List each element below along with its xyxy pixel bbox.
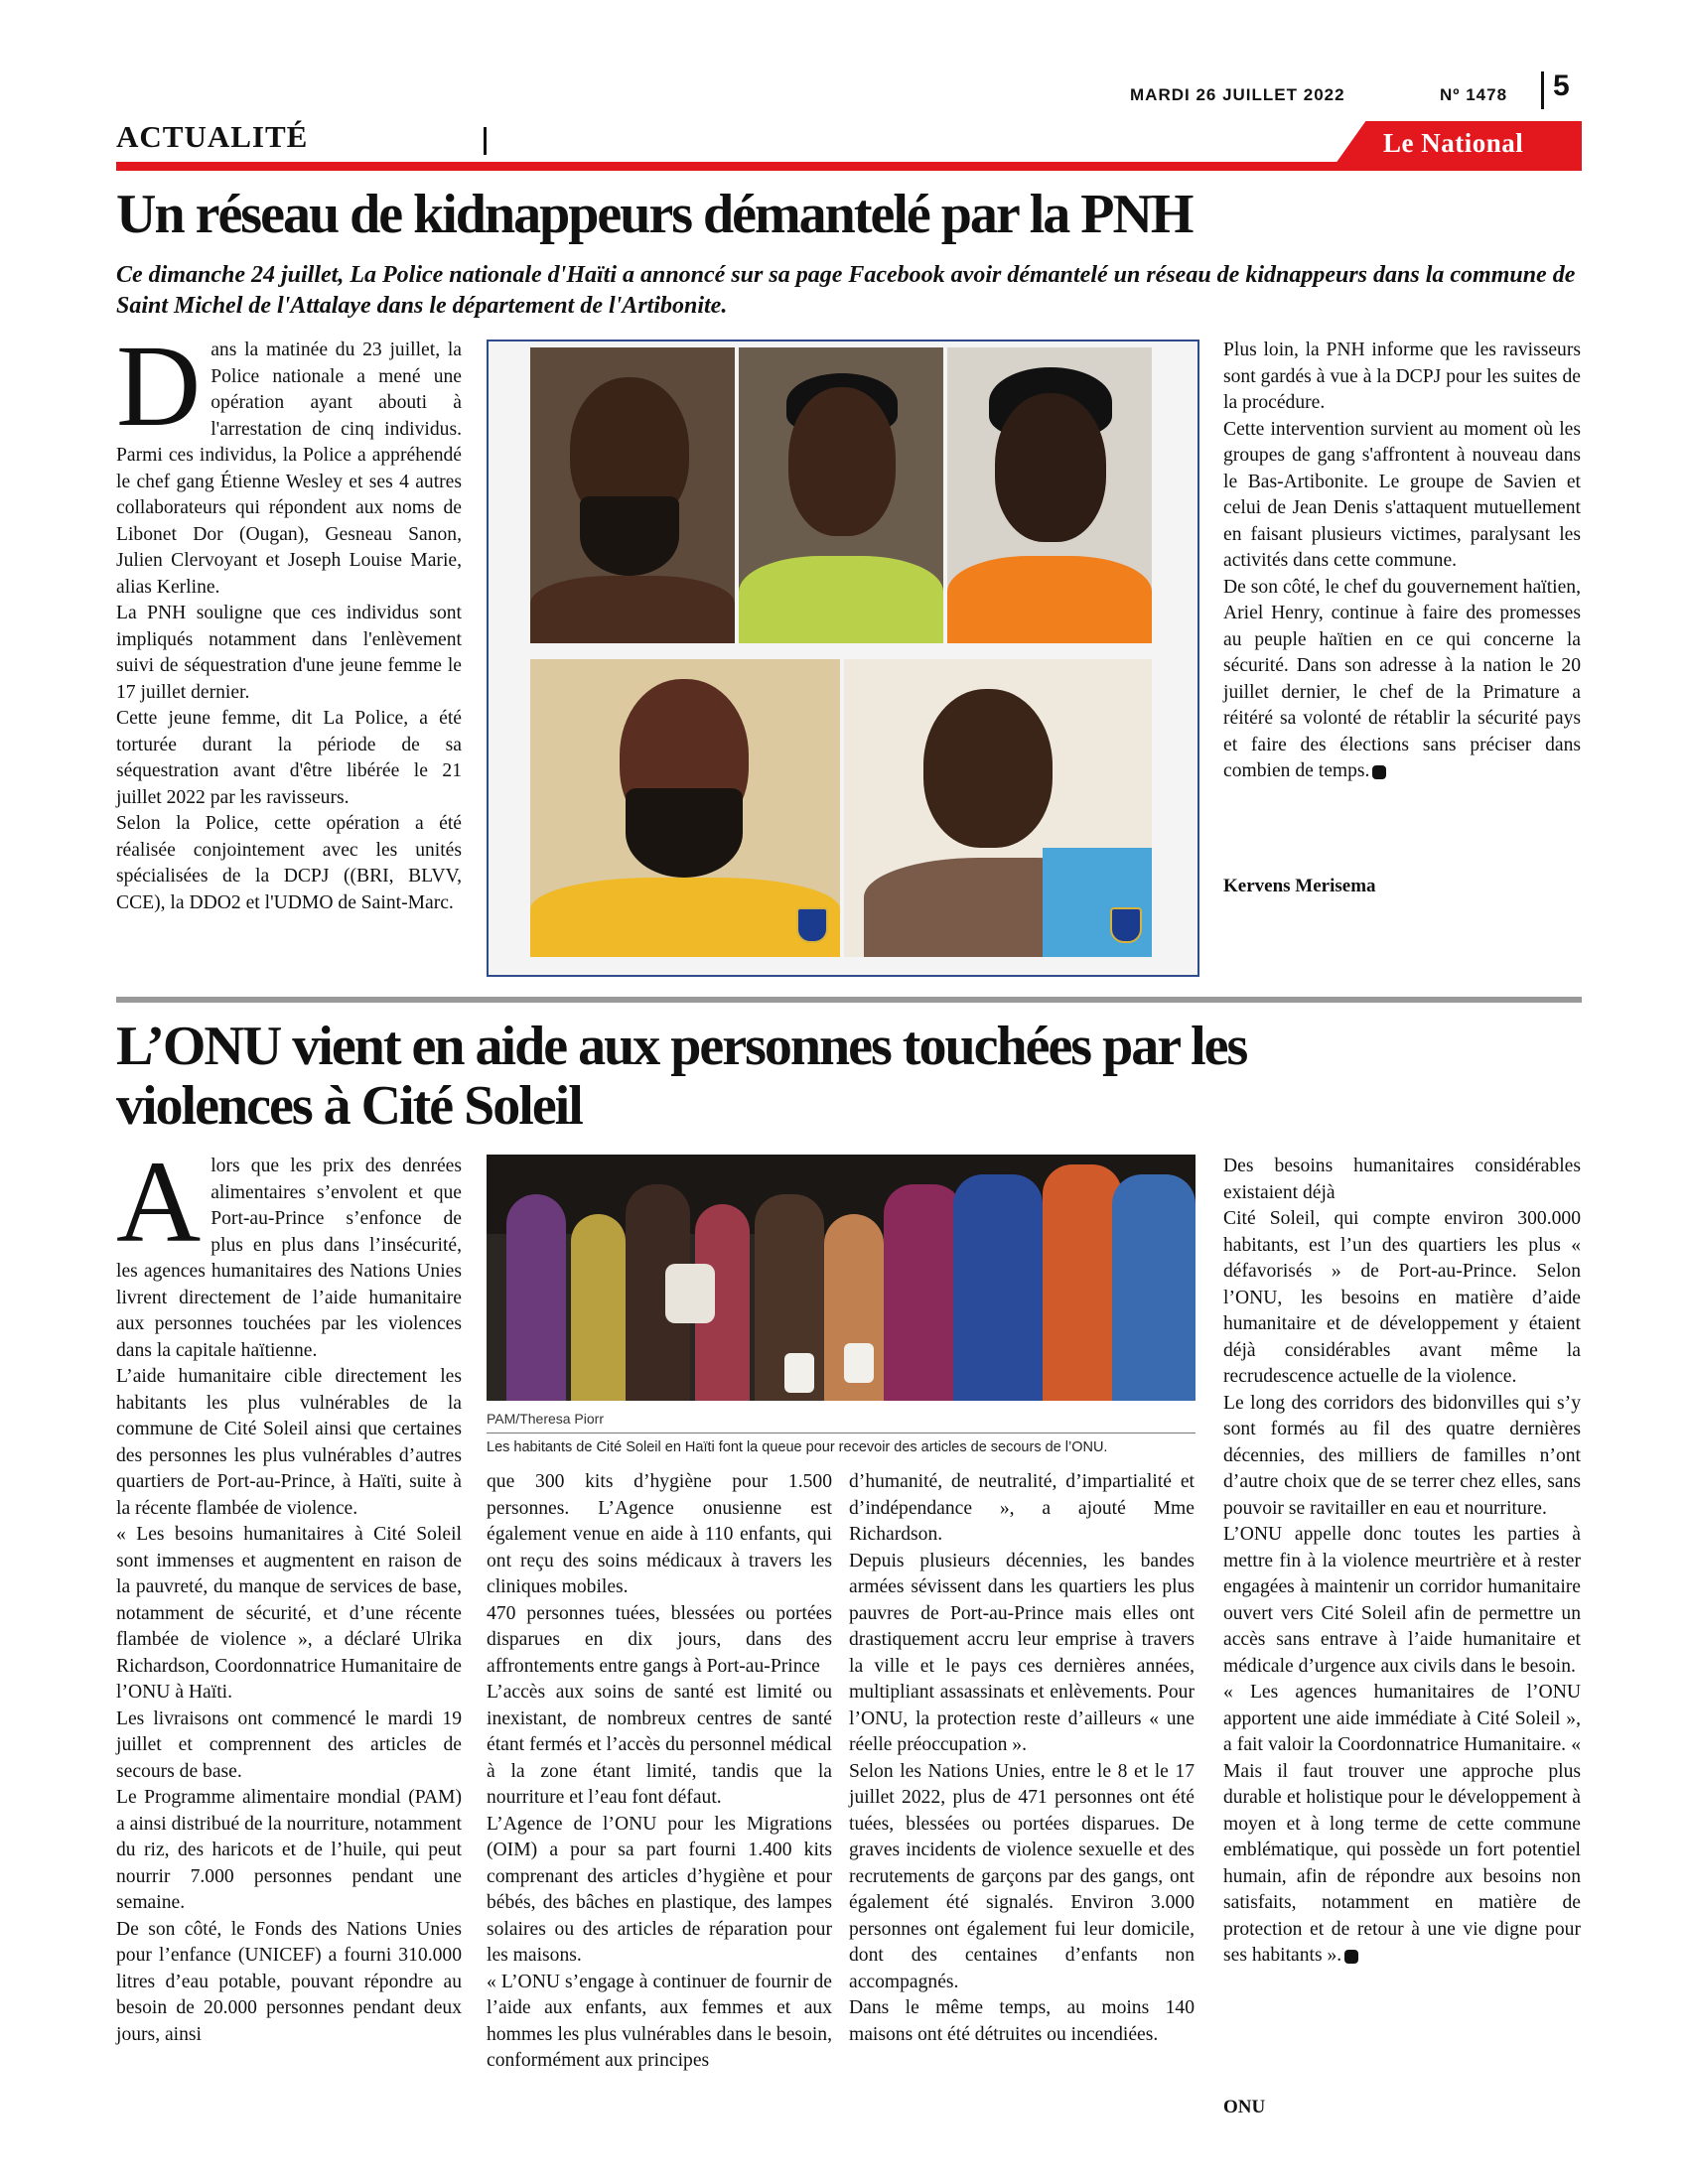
issue-date: MARDI 26 JUILLET 2022 [1130, 85, 1345, 104]
suspect-photo-2 [739, 347, 943, 643]
paragraph: 470 personnes tuées, blessées ou portées disparues en dix jours, dans des affrontements entre gangs à Port-au-Prince [487, 1602, 832, 1677]
paragraph: d’humanité, de neutralité, d’impartialité et d’indépendance », a ajouté Mme Richardson. [849, 1471, 1195, 1545]
paragraph: Plus loin, la PNH informe que les ravisseurs sont gardés à vue à la DCPJ pour les suites de la procédure. [1223, 340, 1581, 413]
brand-name: Le National [1383, 128, 1524, 158]
paragraph: « Les agences humanitaires de l’ONU apportent une aide immédiate à Cité Soleil », a fait valoir la Coordonnatrice Humanitaire. « Mais il faut trouver une approche plus durable et holistique pour le développement à moyen et à long terme de cette commune emblématique, qui possède un fort potentiel humain, afin de répondre aux besoins non satisfaits, notamment en matière de protection et de retour à une vie digne pour ses habitants ». [1223, 1682, 1581, 1966]
paragraph: Selon la Police, cette opération a été réalisée conjointement avec les unités spécialisées de la DCPJ ((BRI, BLVV, CCE), la DDO2 et l'UDMO de Saint-Marc. [116, 813, 462, 913]
section-label: ACTUALITÉ [116, 119, 309, 154]
paragraph: que 300 kits d’hygiène pour 1.500 personnes. L’Agence onusienne est également venue en aide à 110 enfants, qui ont reçu des soins médicaux à travers les cliniques mobiles. [487, 1471, 832, 1597]
article1-column-3 [1223, 338, 1581, 785]
article1-title: Un réseau de kidnappeurs démantelé par la PNH [116, 184, 1193, 245]
paragraph: Les livraisons ont commencé le mardi 19 juillet et comprennent des articles de secours de base. [116, 1707, 462, 1782]
paragraph: « L’ONU s’engage à continuer de fournir de l’aide aux enfants, aux femmes et aux hommes les plus vulnérables dans le besoin, conformément aux principes [487, 1971, 832, 2071]
paragraph: « Les besoins humanitaires à Cité Soleil sont immenses et augmentent en raison de la pauvreté, du manque de services de base, notamment de sécurité, et d’une récente flambée de violence », a déclaré Ulrika Richardson, Coordonnatrice Humanitaire de l’ONU à Haïti. [116, 1524, 462, 1703]
page-number: 5 [1553, 69, 1570, 102]
article1-signature: Kervens Merisema [1223, 876, 1376, 896]
photo-credit: PAM/Theresa Piorr [487, 1411, 604, 1427]
police-badge-icon [1110, 907, 1142, 943]
paragraph: ans la matinée du 23 juillet, la Police nationale a mené une opération ayant abouti à l'arrestation de cinq individus. Parmi ces individus, la Police a appréhendé le chef gang Étienne Wesley et ses 4 autres collaborateurs qui répondent aux noms de Libonet Dor (Ougan), Gesneau Sanon, Julien Clervoyant et Joseph Louise Marie, alias Kerline. [116, 340, 462, 598]
page-divider [1541, 71, 1544, 109]
suspect-photo-3 [947, 347, 1152, 643]
police-badge-icon [796, 907, 828, 943]
end-of-article-icon [1372, 765, 1386, 779]
article2-title: L’ONU vient en aide aux personnes touchées par les violences à Cité Soleil [116, 1016, 1247, 1137]
paragraph: Dans le même temps, au moins 140 maisons ont été détruites ou incendiées. [849, 1997, 1195, 2045]
suspect-photo-4 [530, 659, 840, 957]
section-divider [484, 127, 487, 155]
article-divider [116, 997, 1582, 1003]
article1-lede: Ce dimanche 24 juillet, La Police nationale d'Haïti a annoncé sur sa page Facebook avoir démantelé un réseau de kidnappeurs dans la commune de Saint Michel de l'Attalaye dans le département de l'Artibonite. [116, 262, 1576, 319]
paragraph: lors que les prix des denrées alimentaires s’envolent et que Port-au-Prince s’enfonce de plus en plus dans l’insécurité, les agences humanitaires des Nations Unies livrent directement de l’aide humanitaire aux personnes touchées par les violences dans la capitale haïtienne. [116, 1156, 462, 1361]
paragraph: L’ONU appelle donc toutes les parties à mettre fin à la violence meurtrière et à rester engagées à maintenir un corridor humanitaire ouvert vers Cité Soleil afin de permettre un accès sans entrave à l’aide humanitaire et médicale d’urgence aux civils dans le besoin. [1223, 1524, 1581, 1677]
paragraph: Le Programme alimentaire mondial (PAM) a ainsi distribué de la nourriture, notamment du riz, des haricots et de l’huile, qui peut nourrir 7.000 personnes pendant une semaine. [116, 1787, 462, 1913]
paragraph: Cette jeune femme, dit La Police, a été torturée durant la période de sa séquestration avant d'être libérée le 21 juillet 2022 par les ravisseurs. [116, 708, 462, 808]
article2-dropcap: A [116, 1137, 202, 1267]
article2-column-4 [1223, 1154, 1581, 1970]
crowd-photo [487, 1155, 1196, 1401]
article1-column-1 [116, 321, 462, 916]
paragraph: La PNH souligne que ces individus sont impliqués notamment dans l'enlèvement suivi de séquestration d'une jeune femme le 17 juillet dernier. [116, 603, 462, 703]
paragraph: Depuis plusieurs décennies, les bandes armées sévissent dans les quartiers les plus pauvres de Port-au-Prince mais elles ont drastiquement accru leur emprise à travers la ville et le pays ces dernières années, multipliant assassinats et enlèvements. Pour l’ONU, la protection reste d’ailleurs « une réelle préoccupation ». [849, 1550, 1195, 1755]
paragraph: L’Agence de l’ONU pour les Migrations (OIM) a pour sa part fourni 1.400 kits comprenant des articles d’hygiène et pour bébés, des bâches en plastique, des lampes solaires ou des articles de réparation pour les maisons. [487, 1813, 832, 1966]
article2-column-2 [487, 1469, 832, 2075]
paragraph: Des besoins humanitaires considérables existaient déjà [1223, 1156, 1581, 1203]
paragraph: De son côté, le Fonds des Nations Unies pour l’enfance (UNICEF) a fourni 310.000 litres d’eau potable, pouvant répondre au besoin de 20.000 personnes pendant deux jours, ainsi [116, 1918, 462, 2045]
paragraph: L’aide humanitaire cible directement les habitants les plus vulnérables de la commune de Cité Soleil ainsi que certaines des personnes les plus vulnérables d’autres quartiers de Port-au-Prince, à Haïti, suite à la récente flambée de violence. [116, 1366, 462, 1519]
paragraph: Selon les Nations Unies, entre le 8 et le 17 juillet 2022, plus de 471 personnes ont été tuées, blessées ou portées disparues. De graves incidents de violence sexuelle et des recrutements de garçons par des gangs, ont également été signalés. Environ 3.000 personnes ont également fui leur domicile, dont des centaines d’enfants non accompagnés. [849, 1760, 1195, 1992]
suspect-photo-1 [530, 347, 735, 643]
paragraph: Cité Soleil, qui compte environ 300.000 habitants, est l’un des quartiers les plus « défavorisés » de Port-au-Prince. Selon l’ONU, les besoins en matière d’aide humanitaire et de développement y étaient déjà considérables avant même la recrudescence actuelle de la violence. [1223, 1208, 1581, 1387]
paragraph: L’accès aux soins de santé est limité ou inexistant, de nombreux centres de santé étant fermés et l’accès du personnel médical à la zone étant limité, tandis que la nourriture et l’eau font défaut. [487, 1682, 832, 1808]
article2-signature: ONU [1223, 2097, 1266, 2117]
article2-column-3 [849, 1469, 1195, 2048]
paragraph: De son côté, le chef du gouvernement haïtien, Ariel Henry, continue à faire des promesses au peuple haïtien en ce qui concerne la sécurité. Dans son adresse à la nation le 20 juillet dernier, le chef de la Primature a réitéré sa volonté de rétablir la sécurité pays et faire des élections sans préciser dans combien de temps. [1223, 576, 1581, 781]
paragraph: Le long des corridors des bidonvilles qui s’y sont formés au fil des quatre dernières décennies, des milliers de familles n’ont d’autre choix que de se terrer chez elles, sans pouvoir se ravitailler en eau et nourriture. [1223, 1392, 1581, 1519]
mugshot-collage [487, 340, 1199, 977]
end-of-article-icon [1344, 1950, 1358, 1964]
photo-caption: Les habitants de Cité Soleil en Haïti font la queue pour recevoir des articles de secours de l’ONU. [487, 1439, 1108, 1455]
paragraph: Cette intervention survient au moment où les groupes de gang s'affrontent à nouveau dans le Bas-Artibonite. Le groupe de Savien et celui de Jean Denis s'attaquent mutuellement en faisant plusieurs victimes, paralysant les activités dans cette commune. [1223, 418, 1581, 571]
article2-column-1 [116, 1137, 462, 2048]
issue-number: Nº 1478 [1440, 85, 1508, 104]
article1-dropcap: D [116, 321, 202, 451]
suspect-photo-5 [844, 659, 1152, 957]
